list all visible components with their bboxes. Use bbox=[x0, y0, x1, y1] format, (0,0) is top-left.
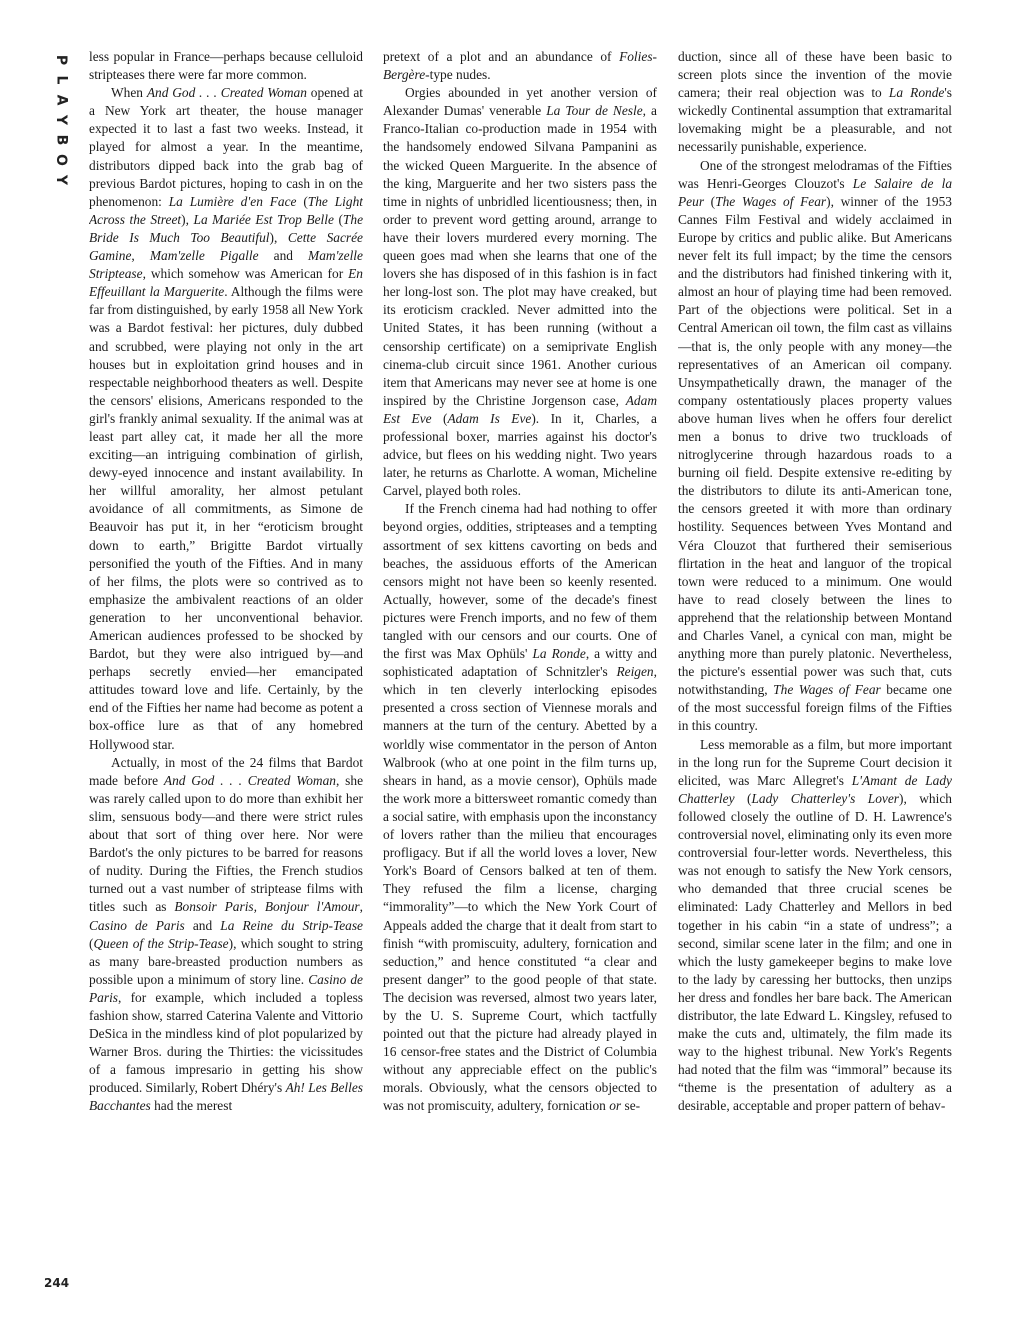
masthead-letter: B bbox=[52, 134, 69, 146]
masthead-letter: P bbox=[52, 54, 69, 66]
page-number: 244 bbox=[44, 1276, 70, 1290]
text-column-2 bbox=[383, 48, 657, 1298]
article-paragraph: less popular in France—perhaps because celluloid stripteases there were far more common. bbox=[89, 49, 363, 83]
masthead-letter: Y bbox=[52, 114, 69, 126]
article-paragraph: One of the strongest melodramas of the Fifties was Henri-Georges Clouzot's Le Salaire de la Peur (The Wages of Fear), winner of the 1953 Cannes Film Festival and widely acclaimed in Europe by critics and public alike. But Americans never felt its full impact; by the time the censors and the distributors had finished tinkering with it, almost an hour of playing time had been removed. Part of the objections were political. Set in a Central American oil town, the film cast as villains—that is, the only people with any money—the representatives of an American oil company. Unsympathetically drawn, the manager of the company ostentatiously places property values above human lives when he offers four derelict men a bonus to drive two truckloads of nitroglycerine through hazardous roads to a burning oil field. Despite extensive re-editing by the distributors to dilute its anti-American tone, the censors greeted it with more than ordinary hostility. Sequences between Yves Montand and Véra Clouzot that furthered their semiserious flirtation in the heat and languor of the tropical town were reduced to a minimum. One would have to read closely between the lines to apprehend that the relationship between Montand and Charles Vanel, a cynical con man, might be anything more than purely platonic. Nevertheless, the picture's essential power was such that, cuts notwithstanding, The Wages of Fear became one of the most successful foreign films of the Fifties in this country. bbox=[678, 157, 952, 734]
masthead-letter: O bbox=[53, 154, 69, 166]
article-paragraph: Less memorable as a film, but more important in the long run for the Supreme Court decision it elicited, was Marc Allegret's L'Amant de Lady Chatterley (Lady Chatterley's Lover), which followed closely the outline of D. H. Lawrence's controversial novel, eliminating only its even more controversial four-letter words. Nevertheless, this was not enough to satisfy the New York censors, who demanded that three crucial scenes be eliminated: Lady Chatterley and Mellors in bed together in his cabin “in a state of undress”; a second, similar scene later in the film; and one in which the lusty gamekeeper begins to make love to the lady by caressing her buttocks, then unzips her dress and fondles her bare back. The American distributor, the late Edward L. Kingsley, refused to make the cuts and, ultimately, the film made its way to the highest tribunal. New York's Regents had noted that the film was “immoral” because its “theme is the presentation of adultery as a desirable, acceptable and proper pattern of behav- bbox=[678, 736, 952, 1114]
article-paragraph: duction, since all of these have been basic to screen plots since the invention of the movie camera; their real objection was to La Ronde's wickedly Continental assumption that extramarital lovemaking might be a pleasurable, and not necessarily punishable, experience. bbox=[678, 49, 952, 155]
text-column-1 bbox=[89, 48, 363, 1298]
article-paragraph: Actually, in most of the 24 films that Bardot made before And God . . . Created Woman, she was rarely called upon to do more than exhibit her slim, sensuous body—and there were strict rules about that sort of thing over here. Nor were Bardot's the only pictures to be barred for reasons of nudity. During the Fifties, the French studios turned out a vast number of striptease films with titles such as Bonsoir Paris, Bonjour l'Amour, Casino de Paris and La Reine du Strip-Tease (Queen of the Strip-Tease), which sought to string as many bare-breasted production numbers as possible upon a minimum of story line. Casino de Paris, for example, which included a topless fashion show, starred Caterina Valente and Vittorio DeSica in the mindless kind of plot popularized by Warner Bros. during the Thirties: the vicissitudes of a famous impresario in getting his show produced. Similarly, Robert Dhéry's Ah! Les Belles Bacchantes had the merest bbox=[89, 754, 363, 1114]
playboy-masthead bbox=[50, 50, 72, 190]
article-paragraph: Orgies abounded in yet another version of Alexander Dumas' venerable La Tour de Nesle, a Franco-Italian co-production made in 1954 with the handsomely endowed Silvana Pampanini as the wicked Queen Marguerite. In the absence of the king, Marguerite and her two sisters pass the time in nights of unbridled licentiousness; then, in order to prevent word getting around, arrange to have their lovers murdered every morning. The queen goes mad when she learns that one of the lovers she has disposed of in this fashion is in fact her long-lost son. The plot may have creaked, but its eroticism crackled. Never admitted into the United States, it has been running (without a censorship certificate) on a semiprivate English cinema-club circuit since 1961. Another curious item that Americans may never see at home is one inspired by the Christine Jorgenson case, Adam Est Eve (Adam Is Eve). In it, Charles, a professional boxer, marries against his doctor's advice, but flees on his wedding night. Two years later, he returns as Charlotte. A woman, Micheline Carvel, played both roles. bbox=[383, 85, 657, 499]
text-column-3 bbox=[678, 48, 952, 1298]
article-paragraph: pretext of a plot and an abundance of Folies-Bergère-type nudes. bbox=[383, 49, 657, 83]
masthead-letter: Y bbox=[52, 174, 69, 186]
masthead-letter: A bbox=[53, 94, 69, 106]
article-paragraph: If the French cinema had had nothing to offer beyond orgies, oddities, stripteases and a tempting assortment of sex kittens cavorting on beds and beaches, the assiduous efforts of the American censors might not have been so keenly resented. Actually, however, some of the decade's finest pictures were French imports, and no few of them tangled with our censors and our courts. One of the first was Max Ophüls' La Ronde, a witty and sophisticated adaptation of Schnitzler's Reigen, which in ten cleverly interlocking episodes presented a cross section of Viennese morals and manners at the turn of the century. Abetted by a worldly wise commentator in the person of Anton Walbrook (who at one point in the film turns up, shears in hand, as a movie censor), Ophüls made the work more a bittersweet romantic comedy than a social satire, with emphasis upon the inconstancy of lovers rather than the milieu that encourages profligacy. But if all the world loves a lover, New York's Board of Censors balked at ten of them. They refused the film a license, charging “immorality”—to which the New York Court of Appeals added the charge that it dealt from start to finish “with promiscuity, adultery, fornication and seduction,” and hence constituted “a clear and present danger” to the good people of that state. The decision was reversed, almost two years later, by the U. S. Supreme Court, which tactfully pointed out that the picture had already played in 16 censor-free states and the District of Columbia without any appreciable effect on the public's morals. Obviously, what the censors objected to was not promiscuity, adultery, fornication or se- bbox=[383, 501, 657, 1114]
article-paragraph: When And God . . . Created Woman opened at a New York art theater, the house manager expected it to last a fast two weeks. Instead, it played for almost a year. In the meantime, distributors dipped back into the grab bag of previous Bardot pictures, hoping to cash in on the phenomenon: La Lumière d'en Face (The Light Across the Street), La Mariée Est Trop Belle (The Bride Is Much Too Beautiful), Cette Sacrée Gamine, Mam'zelle Pigalle and Mam'zelle Striptease, which somehow was American for En Effeuillant la Marguerite. Although the films were far from distinguished, by early 1958 all New York was a Bardot festival: her pictures, duly dubbed and scrubbed, were playing not only in the art houses but in exploitation grind houses and in respectable neighborhood theaters as well. Despite the censors' elisions, Americans responded to the girl's frankly animal sexuality. If the animal was at least part alley cat, it made her all the more exciting—an intriguing combination of girlish, dewy-eyed innocence and instant availability. In her willful amorality, her almost petulant avoidance of all commitments, as Simone de Beauvoir has put it, in her “eroticism brought down to earth,” Brigitte Bardot virtually personified the youth of the Fifties. And in many of her films, the plots were so contrived as to emphasize the ambivalent reactions of an older generation to her unconventional behavior. American audiences professed to be shocked by Bardot, but they were also intrigued by—and perhaps secretly envied—her emancipated attitudes toward love and life. Certainly, by the end of the Fifties her name had become as potent a box-office lure as that of any homebred Hollywood star. bbox=[89, 85, 363, 752]
masthead-letter: L bbox=[52, 75, 69, 85]
